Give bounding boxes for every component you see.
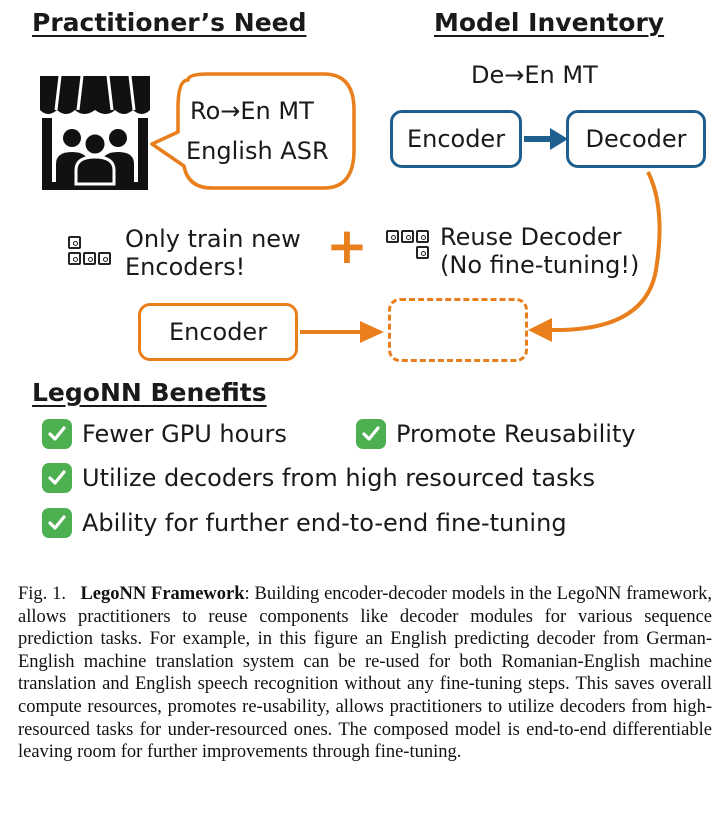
inventory-encoder-label: Encoder: [406, 125, 506, 153]
bubble-line-1: Ro→En MT: [190, 97, 314, 125]
benefit-item: [42, 508, 567, 538]
benefit-label: Fewer GPU hours: [82, 420, 287, 448]
inventory-encoder-box: [390, 110, 522, 168]
benefit-item: [356, 419, 636, 449]
caption-text: : Building encoder-decoder models in the LegoNN framework, allows practitioners to reuse components like decoder modules for various sequence prediction tasks. For example, in this figure an English predicting decoder from German-English machine translation system can be re-used for both Romanian-English machine translation and English speech recognition without any fine-tuning steps. This saves overall compute resources, promotes re-usability, allows practitioners to utilize decoders from high-resourced tasks for under-resourced ones. The composed model is end-to-end differentiable leaving room for further improvements through fine-tuning.: [18, 584, 712, 763]
benefit-item: [42, 419, 287, 449]
benefit-label: Ability for further end-to-end fine-tuning: [82, 509, 567, 537]
train-line-1: Only train new: [125, 225, 301, 253]
inventory-decoder-box: [566, 110, 706, 168]
reuse-line-1: Reuse Decoder: [440, 223, 622, 251]
bubble-line-2: English ASR: [186, 137, 329, 165]
inventory-task-label: De→En MT: [471, 61, 598, 89]
reuse-line-2: (No fine-tuning!): [440, 251, 640, 279]
check-icon: [42, 419, 72, 449]
encoder-to-slot-arrow-icon: [296, 318, 388, 346]
inventory-decoder-label: Decoder: [585, 125, 687, 153]
caption-prefix: Fig. 1.: [18, 584, 66, 604]
benefit-label: Utilize decoders from high resourced tasks: [82, 464, 595, 492]
benefits-heading: LegoNN Benefits: [32, 378, 267, 407]
lego-encoder-icon: [68, 236, 112, 276]
train-line-2: Encoders!: [125, 253, 246, 281]
practitioner-heading: Practitioner’s Need: [32, 8, 307, 37]
check-icon: [42, 463, 72, 493]
benefit-item: [42, 463, 595, 493]
inventory-heading: Model Inventory: [434, 8, 665, 37]
check-icon: [356, 419, 386, 449]
composed-encoder-box: [138, 303, 298, 361]
composed-encoder-label: Encoder: [168, 318, 268, 346]
decoder-reuse-arrow-icon: [470, 168, 670, 354]
check-icon: [42, 508, 72, 538]
figure-caption: [18, 583, 712, 764]
benefit-label: Promote Reusability: [396, 420, 636, 448]
encoder-to-decoder-arrow-icon: [520, 126, 570, 152]
store-icon: [36, 70, 154, 192]
plus-sign: +: [326, 217, 368, 275]
lego-decoder-icon: [386, 230, 432, 270]
speech-bubble-icon: [148, 70, 360, 200]
caption-title: LegoNN Framework: [80, 584, 245, 604]
